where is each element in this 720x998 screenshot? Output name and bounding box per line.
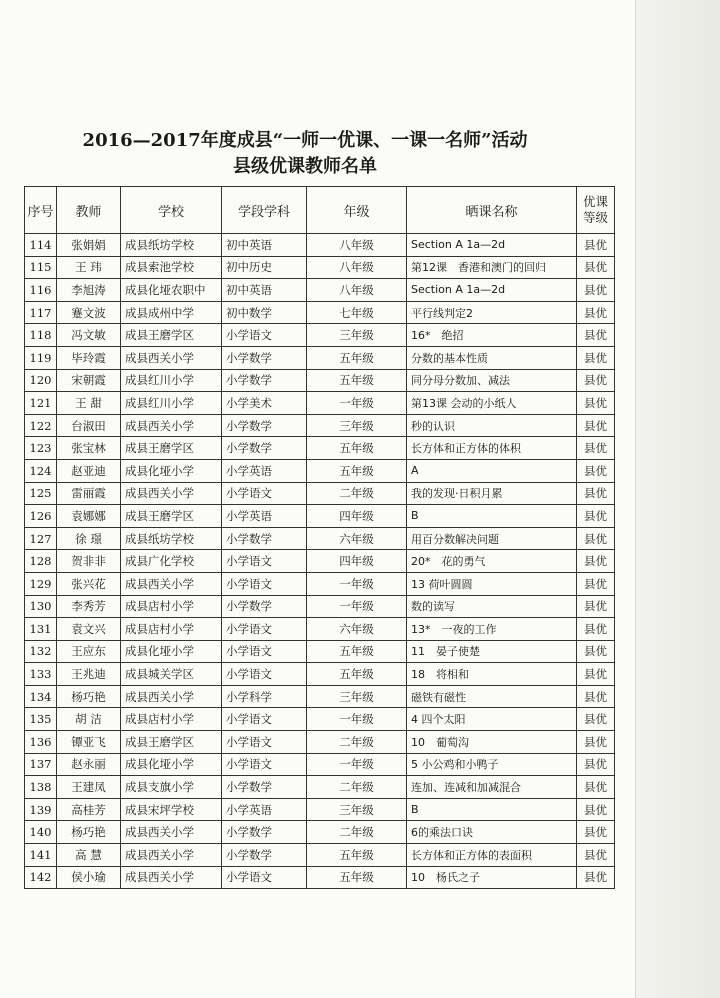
cell-grade: 八年级 — [307, 256, 407, 279]
cell-grade: 五年级 — [307, 866, 407, 889]
cell-subject: 小学数学 — [222, 437, 307, 460]
cell-course: B — [407, 798, 577, 821]
cell-course: 长方体和正方体的表面积 — [407, 844, 577, 867]
cell-school: 成县西关小学 — [121, 482, 222, 505]
cell-teacher: 台淑田 — [57, 414, 121, 437]
cell-course: 用百分数解决问题 — [407, 527, 577, 550]
cell-no: 128 — [25, 550, 57, 573]
cell-grade: 五年级 — [307, 844, 407, 867]
cell-school: 成县索池学校 — [121, 256, 222, 279]
cell-subject: 小学英语 — [222, 459, 307, 482]
cell-grade: 六年级 — [307, 527, 407, 550]
cell-subject: 小学数学 — [222, 821, 307, 844]
cell-no: 139 — [25, 798, 57, 821]
table-row — [25, 663, 615, 686]
cell-course: 我的发现·日积月累 — [407, 482, 577, 505]
cell-subject: 小学数学 — [222, 844, 307, 867]
cell-teacher: 高桂芳 — [57, 798, 121, 821]
cell-level: 县优 — [577, 798, 615, 821]
header-row — [25, 187, 615, 234]
cell-course: 秒的认识 — [407, 414, 577, 437]
cell-school: 成县西关小学 — [121, 572, 222, 595]
cell-school: 成县店村小学 — [121, 595, 222, 618]
cell-teacher: 胡 洁 — [57, 708, 121, 731]
cell-subject: 小学数学 — [222, 776, 307, 799]
cell-subject: 小学语文 — [222, 708, 307, 731]
cell-subject: 初中数学 — [222, 301, 307, 324]
cell-teacher: 赵永丽 — [57, 753, 121, 776]
cell-level: 县优 — [577, 301, 615, 324]
cell-subject: 小学语文 — [222, 550, 307, 573]
cell-course: 13 荷叶圆圆 — [407, 572, 577, 595]
cell-grade: 五年级 — [307, 663, 407, 686]
cell-teacher: 张兴花 — [57, 572, 121, 595]
cell-subject: 小学数学 — [222, 346, 307, 369]
header-course: 晒课名称 — [407, 187, 577, 234]
cell-grade: 二年级 — [307, 482, 407, 505]
cell-course: 数的读写 — [407, 595, 577, 618]
cell-no: 119 — [25, 346, 57, 369]
cell-level: 县优 — [577, 437, 615, 460]
cell-course: Section A 1a—2d — [407, 234, 577, 257]
cell-no: 142 — [25, 866, 57, 889]
header-level: 优课等级 — [577, 187, 615, 234]
cell-school: 成县化垭农职中 — [121, 279, 222, 302]
cell-level: 县优 — [577, 256, 615, 279]
cell-course: 18 将相和 — [407, 663, 577, 686]
cell-grade: 三年级 — [307, 798, 407, 821]
table-row — [25, 256, 615, 279]
cell-course: 5 小公鸡和小鸭子 — [407, 753, 577, 776]
cell-school: 成县化垭小学 — [121, 459, 222, 482]
cell-level: 县优 — [577, 369, 615, 392]
cell-school: 成县纸坊学校 — [121, 527, 222, 550]
cell-no: 115 — [25, 256, 57, 279]
cell-grade: 五年级 — [307, 437, 407, 460]
cell-level: 县优 — [577, 685, 615, 708]
cell-teacher: 赵亚迪 — [57, 459, 121, 482]
cell-course: A — [407, 459, 577, 482]
cell-course: 13* 一夜的工作 — [407, 618, 577, 641]
table-row — [25, 301, 615, 324]
cell-level: 县优 — [577, 708, 615, 731]
cell-teacher: 徐 璟 — [57, 527, 121, 550]
cell-no: 125 — [25, 482, 57, 505]
cell-school: 成县城关学区 — [121, 663, 222, 686]
table-row — [25, 844, 615, 867]
cell-no: 116 — [25, 279, 57, 302]
cell-teacher: 李旭涛 — [57, 279, 121, 302]
cell-grade: 二年级 — [307, 731, 407, 754]
table-row — [25, 708, 615, 731]
table-row — [25, 369, 615, 392]
cell-level: 县优 — [577, 595, 615, 618]
cell-level: 县优 — [577, 663, 615, 686]
cell-teacher: 王应东 — [57, 640, 121, 663]
table-row — [25, 234, 615, 257]
table-row — [25, 821, 615, 844]
cell-school: 成县西关小学 — [121, 821, 222, 844]
table-row — [25, 279, 615, 302]
cell-course: 16* 绝招 — [407, 324, 577, 347]
cell-teacher: 镡亚飞 — [57, 731, 121, 754]
cell-grade: 二年级 — [307, 821, 407, 844]
cell-no: 129 — [25, 572, 57, 595]
cell-level: 县优 — [577, 550, 615, 573]
header-school: 学校 — [121, 187, 222, 234]
table-row — [25, 459, 615, 482]
cell-school: 成县王磨学区 — [121, 437, 222, 460]
cell-grade: 四年级 — [307, 550, 407, 573]
cell-subject: 小学语文 — [222, 618, 307, 641]
cell-level: 县优 — [577, 392, 615, 415]
page-edge — [635, 0, 720, 998]
cell-teacher: 王兆迪 — [57, 663, 121, 686]
cell-school: 成县纸坊学校 — [121, 234, 222, 257]
table-row — [25, 595, 615, 618]
cell-subject: 小学数学 — [222, 595, 307, 618]
cell-course: 11 晏子使楚 — [407, 640, 577, 663]
cell-course: 10 杨氏之子 — [407, 866, 577, 889]
cell-school: 成县王磨学区 — [121, 505, 222, 528]
cell-teacher: 雷丽霞 — [57, 482, 121, 505]
cell-school: 成县西关小学 — [121, 844, 222, 867]
cell-subject: 小学语文 — [222, 753, 307, 776]
cell-no: 126 — [25, 505, 57, 528]
cell-no: 132 — [25, 640, 57, 663]
cell-level: 县优 — [577, 821, 615, 844]
table-row — [25, 776, 615, 799]
cell-teacher: 毕玲霞 — [57, 346, 121, 369]
cell-teacher: 王 玮 — [57, 256, 121, 279]
cell-no: 138 — [25, 776, 57, 799]
cell-subject: 小学语文 — [222, 640, 307, 663]
table-row — [25, 572, 615, 595]
cell-subject: 初中历史 — [222, 256, 307, 279]
cell-level: 县优 — [577, 279, 615, 302]
cell-course: 第12课 香港和澳门的回归 — [407, 256, 577, 279]
cell-school: 成县支旗小学 — [121, 776, 222, 799]
cell-grade: 五年级 — [307, 346, 407, 369]
table-row — [25, 618, 615, 641]
table-row — [25, 527, 615, 550]
cell-school: 成县王磨学区 — [121, 324, 222, 347]
cell-teacher: 王 甜 — [57, 392, 121, 415]
cell-course: 平行线判定2 — [407, 301, 577, 324]
cell-course: Section A 1a—2d — [407, 279, 577, 302]
cell-no: 120 — [25, 369, 57, 392]
cell-grade: 五年级 — [307, 459, 407, 482]
table-row — [25, 346, 615, 369]
cell-level: 县优 — [577, 776, 615, 799]
cell-no: 114 — [25, 234, 57, 257]
cell-teacher: 冯文敏 — [57, 324, 121, 347]
cell-subject: 小学数学 — [222, 369, 307, 392]
cell-no: 136 — [25, 731, 57, 754]
cell-subject: 小学科学 — [222, 685, 307, 708]
cell-level: 县优 — [577, 753, 615, 776]
cell-subject: 初中英语 — [222, 234, 307, 257]
cell-subject: 小学语文 — [222, 866, 307, 889]
cell-level: 县优 — [577, 482, 615, 505]
table-row — [25, 414, 615, 437]
table-row — [25, 753, 615, 776]
cell-subject: 小学语文 — [222, 324, 307, 347]
cell-teacher: 高 慧 — [57, 844, 121, 867]
cell-school: 成县西关小学 — [121, 414, 222, 437]
cell-teacher: 杨巧艳 — [57, 685, 121, 708]
cell-no: 123 — [25, 437, 57, 460]
cell-grade: 三年级 — [307, 414, 407, 437]
table-row — [25, 437, 615, 460]
cell-teacher: 侯小瑜 — [57, 866, 121, 889]
cell-teacher: 王建凤 — [57, 776, 121, 799]
table-row — [25, 482, 615, 505]
cell-teacher: 杨巧艳 — [57, 821, 121, 844]
cell-teacher: 贺非非 — [57, 550, 121, 573]
cell-level: 县优 — [577, 414, 615, 437]
cell-course: 6的乘法口诀 — [407, 821, 577, 844]
table-row — [25, 550, 615, 573]
cell-subject: 小学语文 — [222, 663, 307, 686]
cell-subject: 小学语文 — [222, 482, 307, 505]
cell-teacher: 蹇文波 — [57, 301, 121, 324]
cell-school: 成县王磨学区 — [121, 731, 222, 754]
cell-level: 县优 — [577, 459, 615, 482]
table-row — [25, 731, 615, 754]
cell-course: 连加、连减和加减混合 — [407, 776, 577, 799]
cell-course: B — [407, 505, 577, 528]
header-teacher: 教师 — [57, 187, 121, 234]
cell-level: 县优 — [577, 731, 615, 754]
cell-teacher: 张宝林 — [57, 437, 121, 460]
table-row — [25, 685, 615, 708]
cell-no: 141 — [25, 844, 57, 867]
cell-school: 成县成州中学 — [121, 301, 222, 324]
cell-grade: 三年级 — [307, 685, 407, 708]
cell-no: 135 — [25, 708, 57, 731]
cell-grade: 八年级 — [307, 234, 407, 257]
cell-no: 127 — [25, 527, 57, 550]
cell-no: 131 — [25, 618, 57, 641]
cell-subject: 小学英语 — [222, 505, 307, 528]
cell-school: 成县西关小学 — [121, 346, 222, 369]
cell-school: 成县宋坪学校 — [121, 798, 222, 821]
cell-level: 县优 — [577, 866, 615, 889]
cell-course: 分数的基本性质 — [407, 346, 577, 369]
cell-no: 122 — [25, 414, 57, 437]
cell-no: 118 — [25, 324, 57, 347]
table-row — [25, 392, 615, 415]
cell-subject: 小学美术 — [222, 392, 307, 415]
table-row — [25, 505, 615, 528]
teacher-table — [24, 186, 615, 889]
cell-teacher: 张娟娟 — [57, 234, 121, 257]
document-title — [70, 128, 540, 180]
cell-grade: 一年级 — [307, 595, 407, 618]
cell-level: 县优 — [577, 844, 615, 867]
header-no: 序号 — [25, 187, 57, 234]
cell-no: 124 — [25, 459, 57, 482]
cell-level: 县优 — [577, 505, 615, 528]
header-grade: 年级 — [307, 187, 407, 234]
cell-level: 县优 — [577, 640, 615, 663]
cell-no: 121 — [25, 392, 57, 415]
cell-grade: 四年级 — [307, 505, 407, 528]
cell-school: 成县红川小学 — [121, 392, 222, 415]
cell-level: 县优 — [577, 527, 615, 550]
cell-school: 成县西关小学 — [121, 866, 222, 889]
cell-school: 成县店村小学 — [121, 618, 222, 641]
cell-grade: 一年级 — [307, 392, 407, 415]
cell-grade: 三年级 — [307, 324, 407, 347]
cell-grade: 二年级 — [307, 776, 407, 799]
cell-course: 第13课 会动的小纸人 — [407, 392, 577, 415]
cell-level: 县优 — [577, 572, 615, 595]
table-row — [25, 798, 615, 821]
cell-grade: 一年级 — [307, 753, 407, 776]
cell-course: 长方体和正方体的体积 — [407, 437, 577, 460]
cell-grade: 八年级 — [307, 279, 407, 302]
cell-no: 130 — [25, 595, 57, 618]
cell-school: 成县广化学校 — [121, 550, 222, 573]
cell-grade: 六年级 — [307, 618, 407, 641]
cell-level: 县优 — [577, 324, 615, 347]
cell-no: 140 — [25, 821, 57, 844]
cell-subject: 小学数学 — [222, 414, 307, 437]
cell-grade: 七年级 — [307, 301, 407, 324]
cell-no: 133 — [25, 663, 57, 686]
cell-course: 同分母分数加、减法 — [407, 369, 577, 392]
title-line-2: 县级优课教师名单 — [233, 156, 377, 177]
cell-teacher: 宋朝霞 — [57, 369, 121, 392]
cell-no: 137 — [25, 753, 57, 776]
cell-course: 20* 花的勇气 — [407, 550, 577, 573]
table-row — [25, 640, 615, 663]
table-row — [25, 866, 615, 889]
cell-school: 成县化垭小学 — [121, 640, 222, 663]
table-row — [25, 324, 615, 347]
cell-no: 117 — [25, 301, 57, 324]
cell-grade: 五年级 — [307, 640, 407, 663]
cell-subject: 小学语文 — [222, 731, 307, 754]
cell-subject: 小学英语 — [222, 798, 307, 821]
table-body — [25, 234, 615, 889]
cell-level: 县优 — [577, 234, 615, 257]
cell-grade: 一年级 — [307, 708, 407, 731]
cell-course: 磁铁有磁性 — [407, 685, 577, 708]
cell-school: 成县红川小学 — [121, 369, 222, 392]
cell-school: 成县西关小学 — [121, 685, 222, 708]
cell-subject: 小学数学 — [222, 527, 307, 550]
cell-grade: 五年级 — [307, 369, 407, 392]
cell-course: 4 四个太阳 — [407, 708, 577, 731]
cell-level: 县优 — [577, 346, 615, 369]
cell-teacher: 李秀芳 — [57, 595, 121, 618]
title-line-1: 2016—2017年度成县“一师一优课、一课一名师”活动 — [82, 130, 528, 151]
cell-no: 134 — [25, 685, 57, 708]
cell-school: 成县店村小学 — [121, 708, 222, 731]
cell-level: 县优 — [577, 618, 615, 641]
cell-teacher: 袁娜娜 — [57, 505, 121, 528]
cell-subject: 小学语文 — [222, 572, 307, 595]
cell-school: 成县化垭小学 — [121, 753, 222, 776]
cell-teacher: 袁文兴 — [57, 618, 121, 641]
cell-subject: 初中英语 — [222, 279, 307, 302]
cell-grade: 一年级 — [307, 572, 407, 595]
cell-course: 10 葡萄沟 — [407, 731, 577, 754]
header-subject: 学段学科 — [222, 187, 307, 234]
